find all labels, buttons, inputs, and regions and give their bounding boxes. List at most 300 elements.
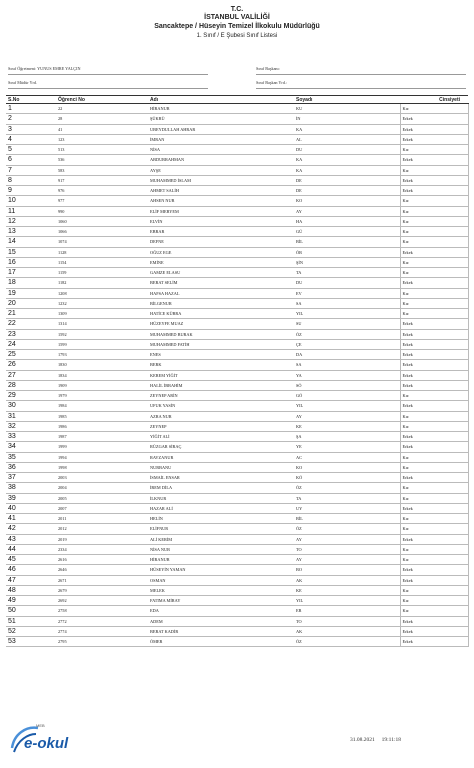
cell-name: BİLGENUR — [148, 298, 294, 308]
cell-sno: 9 — [6, 186, 56, 196]
cell-student-no: 2795 — [56, 637, 148, 647]
cell-surname: YIL — [294, 309, 400, 319]
cell-name: AHSEN NUR — [148, 196, 294, 206]
table-row — [6, 544, 468, 554]
meta-president-line — [256, 74, 466, 75]
cell-sno: 6 — [6, 155, 56, 165]
meta-vice-principal-line — [8, 88, 208, 89]
cell-gender: Erkek — [400, 155, 468, 165]
table-row — [6, 124, 468, 134]
cell-surname: DE — [294, 175, 400, 185]
cell-sno: 44 — [6, 544, 56, 554]
cell-surname: TO — [294, 616, 400, 626]
cell-gender: Kız — [400, 596, 468, 606]
cell-name: İLKNUR — [148, 493, 294, 503]
cell-surname: ÇE — [294, 339, 400, 349]
table-row — [6, 165, 468, 175]
cell-sno: 16 — [6, 257, 56, 267]
cell-sno: 7 — [6, 165, 56, 175]
cell-student-no: 1182 — [56, 278, 148, 288]
table-row — [6, 206, 468, 216]
cell-surname: SA — [294, 298, 400, 308]
cell-surname: ŞA — [294, 432, 400, 442]
eokul-logo-icon — [8, 718, 98, 758]
cell-surname: TA — [294, 493, 400, 503]
cell-sno: 47 — [6, 575, 56, 585]
cell-student-no: 1986 — [56, 421, 148, 431]
cell-gender: Erkek — [400, 186, 468, 196]
table-row — [6, 503, 468, 513]
cell-student-no: 1999 — [56, 442, 148, 452]
cell-student-no: 583 — [56, 165, 148, 175]
cell-name: EDA — [148, 606, 294, 616]
cell-surname: YE — [294, 442, 400, 452]
table-row — [6, 329, 468, 339]
table-row — [6, 186, 468, 196]
student-table — [6, 95, 469, 647]
cell-surname: KE — [294, 585, 400, 595]
cell-gender: Erkek — [400, 175, 468, 185]
cell-gender: Kız — [400, 411, 468, 421]
meta-teacher: Sınıf Öğretmeni: YUNUS EMRE YALÇIN — [8, 66, 81, 71]
cell-gender: Kız — [400, 606, 468, 616]
cell-name: KEREM YİĞİT — [148, 370, 294, 380]
cell-student-no: 1599 — [56, 339, 148, 349]
cell-surname: YIL — [294, 596, 400, 606]
meta-vice-principal: Sınıf Müdür Yrd. — [8, 80, 38, 85]
cell-sno: 50 — [6, 606, 56, 616]
cell-gender: Kız — [400, 257, 468, 267]
cell-surname: TO — [294, 544, 400, 554]
cell-student-no: 1994 — [56, 452, 148, 462]
table-header-row — [6, 96, 468, 104]
logo-text: e-okul — [24, 735, 69, 752]
header-class-list-title: 1. Sınıf / E Şubesi Sınıf Listesi — [196, 33, 278, 39]
table-body — [6, 104, 468, 647]
cell-sno: 26 — [6, 360, 56, 370]
header-student-no: Öğrenci No — [56, 96, 148, 104]
cell-sno: 14 — [6, 237, 56, 247]
table-row — [6, 196, 468, 206]
table-row — [6, 278, 468, 288]
cell-sno: 24 — [6, 339, 56, 349]
cell-student-no: 1987 — [56, 432, 148, 442]
table-row — [6, 134, 468, 144]
cell-student-no: 990 — [56, 206, 148, 216]
table-row — [6, 524, 468, 534]
table-row — [6, 637, 468, 647]
cell-name: MELEK — [148, 585, 294, 595]
cell-student-no: 1208 — [56, 288, 148, 298]
cell-gender: Erkek — [400, 442, 468, 452]
cell-student-no: 1314 — [56, 319, 148, 329]
cell-sno: 12 — [6, 216, 56, 226]
cell-surname: DE — [294, 186, 400, 196]
cell-surname: ÖZ — [294, 637, 400, 647]
cell-sno: 15 — [6, 247, 56, 257]
logo-small-text: MEB — [36, 723, 45, 728]
cell-gender: Erkek — [400, 432, 468, 442]
cell-gender: Kız — [400, 483, 468, 493]
cell-student-no: 2334 — [56, 544, 148, 554]
footer-date: 31.08.2021 — [350, 737, 375, 743]
cell-gender: Erkek — [400, 350, 468, 360]
cell-name: ABDURRAHMAN — [148, 155, 294, 165]
cell-name: UFUK YASİN — [148, 401, 294, 411]
cell-name: ELVİN — [148, 216, 294, 226]
cell-sno: 43 — [6, 534, 56, 544]
cell-surname: KÖ — [294, 473, 400, 483]
cell-name: ALİ KERİM — [148, 534, 294, 544]
cell-name: İREM DİLA — [148, 483, 294, 493]
cell-name: AYŞE — [148, 165, 294, 175]
cell-sno: 25 — [6, 350, 56, 360]
cell-name: RÜZGAR SİRAÇ — [148, 442, 294, 452]
cell-sno: 22 — [6, 319, 56, 329]
table-row — [6, 339, 468, 349]
cell-student-no: 22 — [56, 104, 148, 114]
cell-sno: 20 — [6, 298, 56, 308]
cell-gender: Erkek — [400, 278, 468, 288]
cell-student-no: 976 — [56, 186, 148, 196]
cell-surname: KU — [294, 104, 400, 114]
cell-surname: AY — [294, 555, 400, 565]
cell-student-no: 1066 — [56, 227, 148, 237]
cell-surname: KE — [294, 421, 400, 431]
cell-gender: Kız — [400, 493, 468, 503]
cell-gender: Kız — [400, 145, 468, 155]
table-row — [6, 175, 468, 185]
table-row — [6, 380, 468, 390]
cell-surname: YIL — [294, 401, 400, 411]
table-row — [6, 473, 468, 483]
cell-surname: KA — [294, 124, 400, 134]
cell-gender: Erkek — [400, 503, 468, 513]
cell-student-no: 1979 — [56, 391, 148, 401]
cell-student-no: 2616 — [56, 555, 148, 565]
cell-surname: YA — [294, 370, 400, 380]
cell-name: RAVZANUR — [148, 452, 294, 462]
table-row — [6, 288, 468, 298]
cell-name: ELİFNUR — [148, 524, 294, 534]
table-row — [6, 370, 468, 380]
cell-gender: Erkek — [400, 380, 468, 390]
cell-name: FATIMA MİRAY — [148, 596, 294, 606]
cell-gender: Kız — [400, 227, 468, 237]
table-row — [6, 319, 468, 329]
cell-student-no: 2692 — [56, 596, 148, 606]
cell-sno: 27 — [6, 370, 56, 380]
cell-sno: 19 — [6, 288, 56, 298]
cell-gender: Kız — [400, 165, 468, 175]
cell-name: ZEYNEP ARİN — [148, 391, 294, 401]
cell-name: HÜSEYİN YAMAN — [148, 565, 294, 575]
cell-student-no: 977 — [56, 196, 148, 206]
table-row — [6, 391, 468, 401]
cell-name: ZEYNEP — [148, 421, 294, 431]
cell-sno: 10 — [6, 196, 56, 206]
cell-surname: EV — [294, 288, 400, 298]
cell-student-no: 2646 — [56, 565, 148, 575]
cell-surname: AC — [294, 452, 400, 462]
cell-surname: ÖZ — [294, 524, 400, 534]
cell-sno: 8 — [6, 175, 56, 185]
cell-surname: BO — [294, 565, 400, 575]
cell-student-no: 1909 — [56, 380, 148, 390]
cell-student-no: 2774 — [56, 626, 148, 636]
cell-name: İMRAN — [148, 134, 294, 144]
cell-student-no: 1793 — [56, 350, 148, 360]
table-row — [6, 493, 468, 503]
cell-sno: 13 — [6, 227, 56, 237]
cell-name: MUHAMMED İSLAM — [148, 175, 294, 185]
cell-surname: AL — [294, 134, 400, 144]
cell-student-no: 2007 — [56, 503, 148, 513]
meta-vice-president-line — [256, 88, 466, 89]
table-row — [6, 596, 468, 606]
cell-student-no: 1834 — [56, 370, 148, 380]
cell-surname: ER — [294, 606, 400, 616]
cell-sno: 37 — [6, 473, 56, 483]
cell-student-no: 1998 — [56, 462, 148, 472]
cell-sno: 45 — [6, 555, 56, 565]
cell-surname: SU — [294, 319, 400, 329]
cell-name: EBRAR — [148, 227, 294, 237]
meta-class-president: Sınıf Başkanı: — [256, 66, 280, 71]
cell-gender: Erkek — [400, 575, 468, 585]
table-row — [6, 350, 468, 360]
cell-surname: ÖZ — [294, 483, 400, 493]
cell-gender: Erkek — [400, 134, 468, 144]
table-row — [6, 216, 468, 226]
cell-name: GAMZE ELASU — [148, 268, 294, 278]
table-row — [6, 452, 468, 462]
cell-sno: 36 — [6, 462, 56, 472]
cell-student-no: 536 — [56, 155, 148, 165]
cell-gender: Kız — [400, 452, 468, 462]
cell-sno: 23 — [6, 329, 56, 339]
cell-student-no: 1232 — [56, 298, 148, 308]
cell-gender: Kız — [400, 391, 468, 401]
cell-sno: 33 — [6, 432, 56, 442]
cell-sno: 32 — [6, 421, 56, 431]
cell-student-no: 2012 — [56, 524, 148, 534]
cell-student-no: 2003 — [56, 473, 148, 483]
cell-sno: 53 — [6, 637, 56, 647]
table-row — [6, 514, 468, 524]
header-surname: Soyadı — [294, 96, 400, 104]
cell-name: ENES — [148, 350, 294, 360]
cell-surname: ÖZ — [294, 329, 400, 339]
cell-sno: 17 — [6, 268, 56, 278]
cell-surname: DA — [294, 350, 400, 360]
cell-surname: KA — [294, 165, 400, 175]
cell-sno: 46 — [6, 565, 56, 575]
cell-student-no: 1128 — [56, 247, 148, 257]
cell-sno: 11 — [6, 206, 56, 216]
cell-surname: KA — [294, 155, 400, 165]
cell-sno: 42 — [6, 524, 56, 534]
table-row — [6, 534, 468, 544]
cell-name: HAZAR ALİ — [148, 503, 294, 513]
cell-name: HİRANUR — [148, 555, 294, 565]
cell-student-no: 2679 — [56, 585, 148, 595]
cell-name: ÖMER — [148, 637, 294, 647]
cell-sno: 49 — [6, 596, 56, 606]
cell-sno: 18 — [6, 278, 56, 288]
cell-gender: Kız — [400, 216, 468, 226]
footer-timestamp — [350, 737, 401, 743]
cell-name: NİSA NUR — [148, 544, 294, 554]
header-name: Adı — [148, 96, 294, 104]
cell-gender: Kız — [400, 298, 468, 308]
cell-name: HALİL İBRAHİM — [148, 380, 294, 390]
cell-surname: GÖ — [294, 391, 400, 401]
table-row — [6, 421, 468, 431]
cell-student-no: 2019 — [56, 534, 148, 544]
cell-gender: Kız — [400, 421, 468, 431]
cell-gender: Kız — [400, 104, 468, 114]
header-gender: Cinsiyeti — [400, 96, 468, 104]
cell-sno: 2 — [6, 114, 56, 124]
cell-name: HÜZEYFE MUAZ — [148, 319, 294, 329]
cell-sno: 21 — [6, 309, 56, 319]
cell-gender: Erkek — [400, 124, 468, 134]
cell-surname: HA — [294, 216, 400, 226]
cell-gender: Kız — [400, 237, 468, 247]
cell-gender: Kız — [400, 196, 468, 206]
cell-name: AHMET SALİH — [148, 186, 294, 196]
cell-student-no: 28 — [56, 114, 148, 124]
cell-surname: KO — [294, 196, 400, 206]
cell-student-no: 1309 — [56, 309, 148, 319]
cell-surname: AY — [294, 411, 400, 421]
meta-teacher-line — [8, 74, 208, 75]
cell-gender: Kız — [400, 309, 468, 319]
cell-name: EMİNE — [148, 257, 294, 267]
cell-gender: Erkek — [400, 473, 468, 483]
cell-gender: Erkek — [400, 565, 468, 575]
cell-sno: 35 — [6, 452, 56, 462]
cell-name: AZRA NUR — [148, 411, 294, 421]
cell-surname: GÜ — [294, 227, 400, 237]
table-row — [6, 626, 468, 636]
cell-sno: 1 — [6, 104, 56, 114]
cell-name: HAFSA HAZAL — [148, 288, 294, 298]
cell-surname: AY — [294, 206, 400, 216]
cell-gender: Kız — [400, 206, 468, 216]
header-sno: S.No — [6, 96, 56, 104]
cell-gender: Kız — [400, 288, 468, 298]
meta-vice-president: Sınıf Başkan Yrd.: — [256, 80, 288, 85]
table-row — [6, 483, 468, 493]
cell-surname: UY — [294, 503, 400, 513]
table-row — [6, 114, 468, 124]
cell-name: NURBANU — [148, 462, 294, 472]
cell-name: NİSA — [148, 145, 294, 155]
cell-sno: 34 — [6, 442, 56, 452]
table-row — [6, 360, 468, 370]
table-row — [6, 155, 468, 165]
table-row — [6, 247, 468, 257]
cell-gender: Kız — [400, 462, 468, 472]
cell-gender: Erkek — [400, 626, 468, 636]
cell-gender: Erkek — [400, 637, 468, 647]
cell-surname: AY — [294, 534, 400, 544]
cell-name: OĞUZ EGE — [148, 247, 294, 257]
cell-student-no: 2772 — [56, 616, 148, 626]
cell-sno: 31 — [6, 411, 56, 421]
cell-name: OSMAN — [148, 575, 294, 585]
cell-surname: AK — [294, 575, 400, 585]
cell-gender: Erkek — [400, 247, 468, 257]
cell-student-no: 123 — [56, 134, 148, 144]
cell-surname: TA — [294, 268, 400, 278]
cell-sno: 28 — [6, 380, 56, 390]
table-row — [6, 104, 468, 114]
table-row — [6, 616, 468, 626]
cell-name: HATİCE KÜBRA — [148, 309, 294, 319]
cell-gender: Erkek — [400, 401, 468, 411]
cell-student-no: 1985 — [56, 411, 148, 421]
cell-gender: Kız — [400, 544, 468, 554]
cell-gender: Erkek — [400, 360, 468, 370]
table-row — [6, 268, 468, 278]
cell-gender: Kız — [400, 268, 468, 278]
cell-name: HİRANUR — [148, 104, 294, 114]
cell-student-no: 1159 — [56, 268, 148, 278]
header-school: Sancaktepe / Hüseyin Temizel İlkokulu Müdürlüğü — [154, 23, 320, 30]
cell-surname: SÖ — [294, 380, 400, 390]
table-row — [6, 237, 468, 247]
cell-gender: Erkek — [400, 370, 468, 380]
table-row — [6, 227, 468, 237]
cell-gender: Erkek — [400, 329, 468, 339]
cell-sno: 48 — [6, 585, 56, 595]
cell-gender: Erkek — [400, 114, 468, 124]
cell-sno: 41 — [6, 514, 56, 524]
table-row — [6, 606, 468, 616]
cell-surname: BİL — [294, 237, 400, 247]
cell-gender: Erkek — [400, 616, 468, 626]
cell-gender: Erkek — [400, 534, 468, 544]
cell-name: ELİF MERYEM — [148, 206, 294, 216]
table-row — [6, 555, 468, 565]
cell-student-no: 513 — [56, 145, 148, 155]
cell-name: MUHAMMED BURAK — [148, 329, 294, 339]
cell-name: HELİN — [148, 514, 294, 524]
cell-sno: 52 — [6, 626, 56, 636]
cell-surname: ŞİN — [294, 257, 400, 267]
cell-surname: DU — [294, 278, 400, 288]
cell-student-no: 2758 — [56, 606, 148, 616]
table-row — [6, 401, 468, 411]
table-row — [6, 565, 468, 575]
cell-surname: DU — [294, 145, 400, 155]
cell-student-no: 2004 — [56, 483, 148, 493]
cell-student-no: 41 — [56, 124, 148, 134]
cell-student-no: 2671 — [56, 575, 148, 585]
cell-gender: Kız — [400, 585, 468, 595]
cell-student-no: 2011 — [56, 514, 148, 524]
cell-surname: KO — [294, 462, 400, 472]
cell-name: ADEM — [148, 616, 294, 626]
cell-surname: ÖR — [294, 247, 400, 257]
cell-sno: 38 — [6, 483, 56, 493]
table-row — [6, 585, 468, 595]
cell-name: BERAT KADİR — [148, 626, 294, 636]
table-row — [6, 442, 468, 452]
